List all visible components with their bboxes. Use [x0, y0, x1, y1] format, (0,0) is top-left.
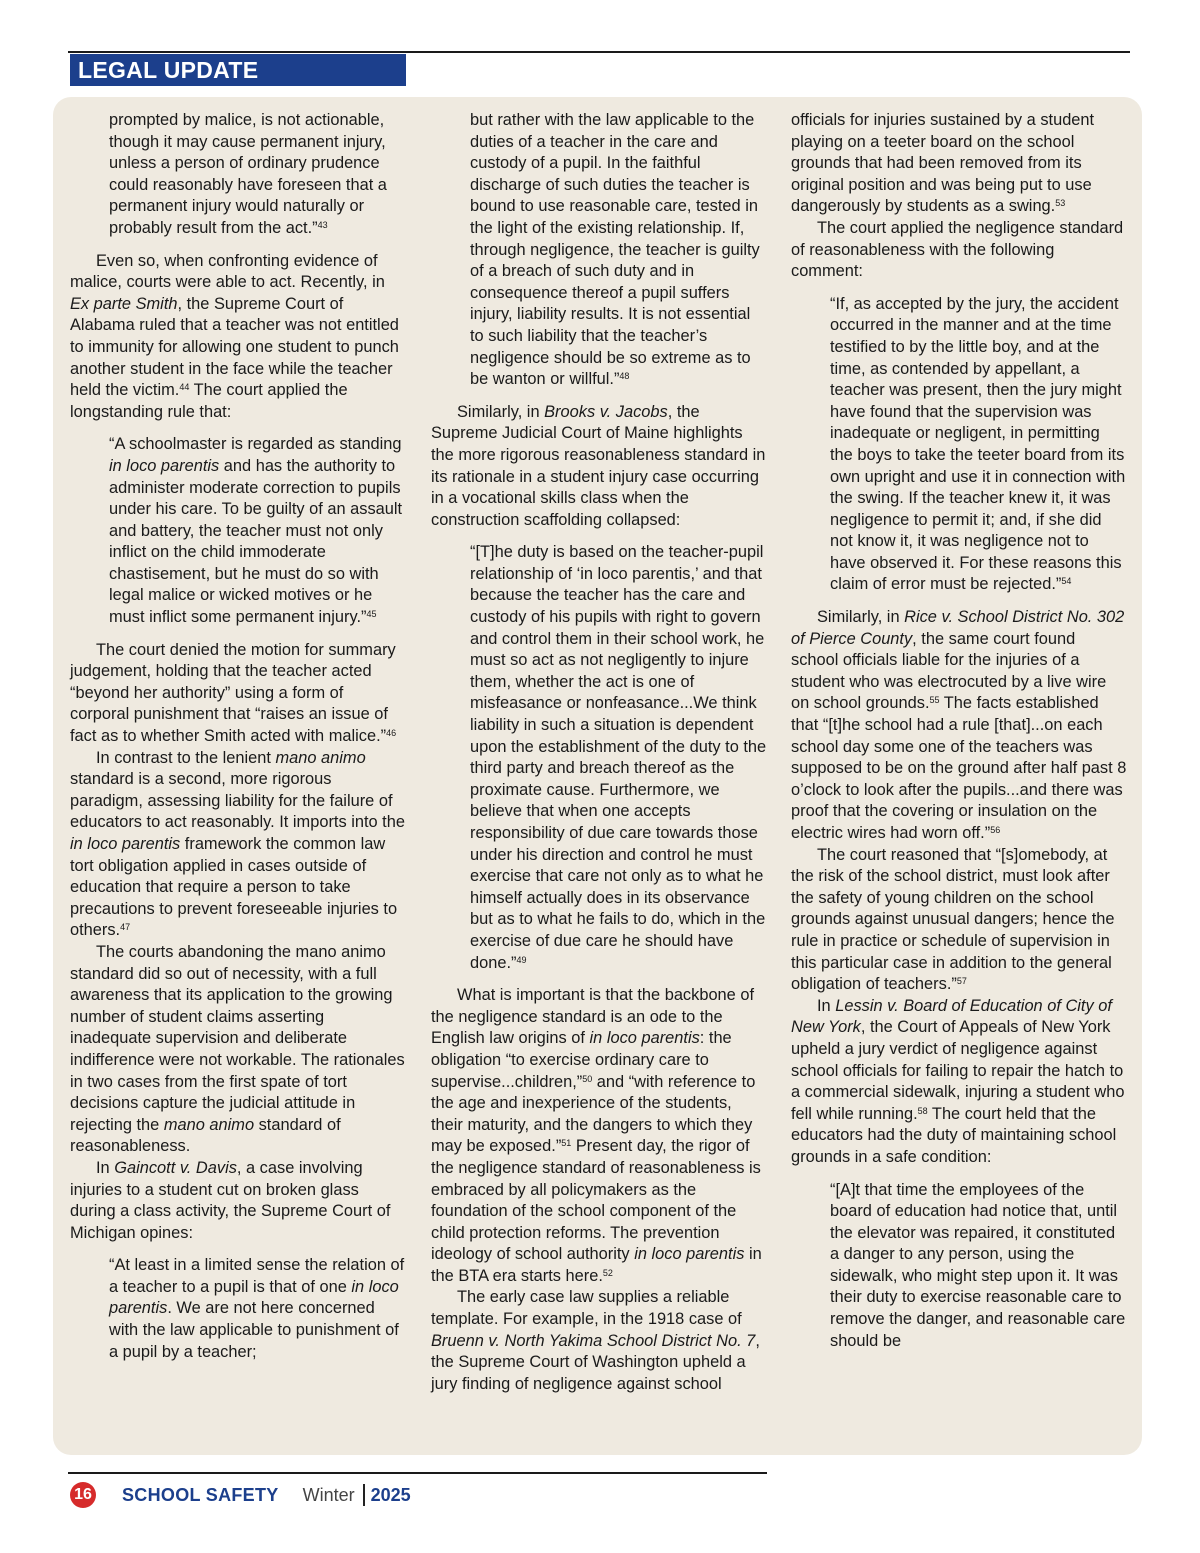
footnote-ref: 48 — [619, 371, 630, 382]
footnote-ref: 57 — [956, 976, 967, 987]
block-quote — [830, 294, 1127, 596]
footnote-ref: 54 — [1061, 576, 1072, 587]
footer-divider — [363, 1484, 365, 1506]
case-name-italic: in loco parentis — [109, 1277, 399, 1318]
publication-name: SCHOOL SAFETY — [122, 1484, 279, 1505]
case-name-italic: Brooks v. Jacobs — [544, 402, 668, 421]
block-quote — [830, 1180, 1127, 1353]
footnote-ref: 45 — [366, 609, 377, 620]
case-name-italic: Gaincott v. Davis — [114, 1158, 237, 1177]
issue-year: 2025 — [370, 1484, 411, 1505]
paragraph: The court reasoned that “[s]omebody, at the risk of the school district, must look after the safety of young children on the school grounds against unusual dangers; hence the rule in practice or schedule of supervision in this particular case in addition to the general obligation of teachers.”$^{57}$ — [791, 845, 1115, 994]
paragraph: In Gaincott v. Davis, a case involving injuries to a student cut on broken glass during a class activity, the Supreme Court of Michigan opines: — [70, 1158, 391, 1242]
paragraph: The courts abandoning the mano animo standard did so out of necessity, with a full awareness that its application to the growing number of student claims asserting inadequate supervision and deliberate indifference were not workable. The rationales in two cases from the first spate of tort decisions capture the judicial attitude in rejecting the mano animo standard of reasonableness. — [70, 942, 405, 1156]
block-quote — [470, 542, 767, 974]
paragraph: In contrast to the lenient mano animo standard is a second, more rigorous paradigm, assessing liability for the failure of educators to act reasonably. It imports into the in loco parentis framework the common law tort obligation applied in cases outside of education that require a person to take precautions to prevent foreseeable injuries to others.$^{47}$ — [70, 748, 405, 940]
column-3 — [791, 110, 1127, 1363]
block-quote-text: “[A]t that time the employees of the board of education had notice that, until the elevator was repaired, it constituted a danger to any person, using the sidewalk, who might step upon it. It was their duty to exercise reasonable care to remove the danger, and reasonable care should be — [830, 1180, 1126, 1350]
paragraph: The court applied the negligence standard of reasonableness with the following comment: — [791, 218, 1124, 281]
block-quote-text: “A schoolmaster is regarded as standing in loco parentis and has the authority to administer moderate correction to pupils under his care. To be guilty of an assault and battery, the teacher must not only inflict on the child immoderate chastisement, but he must do so with legal malice or wicked motives or he must inflict some permanent injury.”$^{45}$ — [109, 435, 403, 627]
block-quote-text: prompted by malice, is not actionable, though it may cause permanent injury, unless a person of ordinary prudence could reasonably have foreseen that a permanent injury would naturally or probably result from the act.”$^{43}$ — [109, 111, 387, 237]
page-number: 16 — [70, 1482, 96, 1508]
block-quote — [109, 1255, 406, 1363]
case-name-italic: mano animo — [163, 1115, 255, 1134]
case-name-italic: in loco parentis — [589, 1029, 700, 1048]
footnote-ref: 52 — [602, 1267, 613, 1278]
block-quote — [109, 434, 406, 628]
footnote-ref: 58 — [917, 1105, 928, 1116]
case-name-italic: Rice v. School District No. 302 of Pierce County — [791, 608, 1125, 648]
section-label: LEGAL UPDATE — [70, 54, 406, 86]
block-quote — [470, 110, 767, 391]
footnote-ref: 47 — [120, 922, 131, 933]
footnote-ref: 49 — [516, 954, 527, 965]
footnote-ref: 51 — [561, 1138, 572, 1149]
paragraph: Similarly, in Brooks v. Jacobs, the Supreme Judicial Court of Maine highlights the more rigorous reasonableness standard in its rationale in a student injury case occurring in a vocational skills class when the construction scaffolding collapsed: — [431, 402, 766, 529]
paragraph: Even so, when confronting evidence of malice, courts were able to act. Recently, in Ex parte Smith, the Supreme Court of Alabama ruled that a teacher was not entitled to immunity for allowing one student to punch another student in the face while the teacher held the victim.$^{44}$ The court applied the longstanding rule that: — [70, 251, 399, 421]
case-name-italic: mano animo — [275, 748, 366, 767]
footer-rule — [68, 1472, 767, 1474]
block-quote-text: “If, as accepted by the jury, the accident occurred in the manner and at the time testified to by the little boy, and at the time, as contended by appellant, a teacher was present, then the jury might have found that the supervision was inadequate or negligent, in permitting the boys to take the teeter board from its own upright and use it in connection with the swing. If the teacher knew it, it was negligence to permit it; and, if she did not know it, it was negligence not to have observed it. For these reasons this claim of error must be rejected.”$^{54}$ — [830, 294, 1126, 594]
paragraph: In Lessin v. Board of Education of City of New York, the Court of Appeals of New York upheld a jury verdict of negligence against school officials for failing to repair the hatch to a commercial sidewalk, injuring a student who fell while running.$^{58}$ The court held that the educators had the duty of maintaining school grounds in a safe condition: — [791, 996, 1125, 1166]
issue-season: Winter — [302, 1484, 355, 1505]
footnote-ref: 43 — [317, 219, 328, 230]
case-name-italic: in loco parentis — [634, 1245, 745, 1264]
footnote-ref: 53 — [1055, 198, 1066, 209]
header-rule — [68, 51, 1130, 53]
case-name-italic: Ex parte Smith — [70, 294, 178, 313]
footnote-ref: 50 — [582, 1073, 593, 1084]
block-quote — [109, 110, 406, 240]
paragraph: The court denied the motion for summary judgement, holding that the teacher acted “beyond her authority” using a form of corporal punishment that “raises an issue of fact as to whether Smith acted with malice.”$^{46}$ — [70, 640, 397, 746]
paragraph: officials for injuries sustained by a student playing on a teeter board on the school grounds that had been removed from its original position and was being put to use dangerously by students as a swing.$^{53}$ — [791, 111, 1095, 216]
case-name-italic: Lessin v. Board of Education of City of New York — [791, 996, 1112, 1037]
footnote-ref: 44 — [179, 382, 190, 393]
footnote-ref: 46 — [386, 728, 397, 739]
case-name-italic: in loco parentis — [109, 456, 220, 475]
column-2 — [431, 110, 767, 1395]
block-quote-text: “[T]he duty is based on the teacher-pupil relationship of ‘in loco parentis,’ and that because the teacher has the care and custody of his pupils with right to govern and control them in their school work, he must so act as not negligently to injure them, whether the act is one of misfeasance or nonfeasance...We think liability in such a situation is dependent upon the establishment of the duty to the third party and breach thereof as the proximate cause. Furthermore, we believe that when one accepts responsibility of due care towards those under his direction and control he must exercise that care not only as to what he himself actually does in its observance but as to what he fails to do, which in the exercise of due care he should have done.”$^{49}$ — [470, 543, 767, 972]
column-1 — [70, 110, 406, 1374]
footnote-ref: 55 — [929, 695, 940, 706]
paragraph: Similarly, in Rice v. School District No. 302 of Pierce County, the same court found school officials liable for the injuries of a student who was electrocuted by a live wire on school grounds.$^{55}$ The facts established that “[t]he school had a rule [that]...on each school day some one of the teachers was supposed to be on the ground after half past 8 o’clock to look after the pupils...and there was proof that the covering or insulation on the electric wires had worn off.”$^{56}$ — [791, 608, 1127, 842]
case-name-italic: Bruenn v. North Yakima School District No. 7 — [431, 1331, 756, 1350]
paragraph: The early case law supplies a reliable template. For example, in the 1918 case of Bruenn v. North Yakima School District No. 7, the Supreme Court of Washington upheld a jury finding of negligence against school — [431, 1288, 760, 1393]
block-quote-text: but rather with the law applicable to the duties of a teacher in the care and custody of a pupil. In the faithful discharge of such duties the teacher is bound to use reasonable care, tested in the light of the existing relationship. If, through negligence, the teacher is guilty of a breach of such duty and in consequence thereof a pupil suffers injury, liability results. It is not essential to such liability that the teacher’s negligence should be so extreme as to be wanton or willful.”$^{48}$ — [470, 111, 760, 389]
block-quote-text: “At least in a limited sense the relation of a teacher to a pupil is that of one in loco parentis. We are not here concerned with the law applicable to punishment of a pupil by a teacher; — [109, 1256, 405, 1361]
paragraph: What is important is that the backbone of the negligence standard is an ode to the English law origins of in loco parentis: the obligation “to exercise ordinary care to supervise...children,”$^{50}$ and “with reference to the age and inexperience of the students, their maturity, and the dangers to which they may be exposed.”$^{51}$ Present day, the rigor of the negligence standard of reasonableness is embraced by all policymakers as the foundation of the school component of the child protection reforms. The prevention ideology of school authority in loco parentis in the BTA era starts here.$^{52}$ — [431, 986, 762, 1285]
case-name-italic: in loco parentis — [70, 835, 181, 853]
footer — [70, 1481, 411, 1509]
footnote-ref: 56 — [990, 825, 1001, 835]
